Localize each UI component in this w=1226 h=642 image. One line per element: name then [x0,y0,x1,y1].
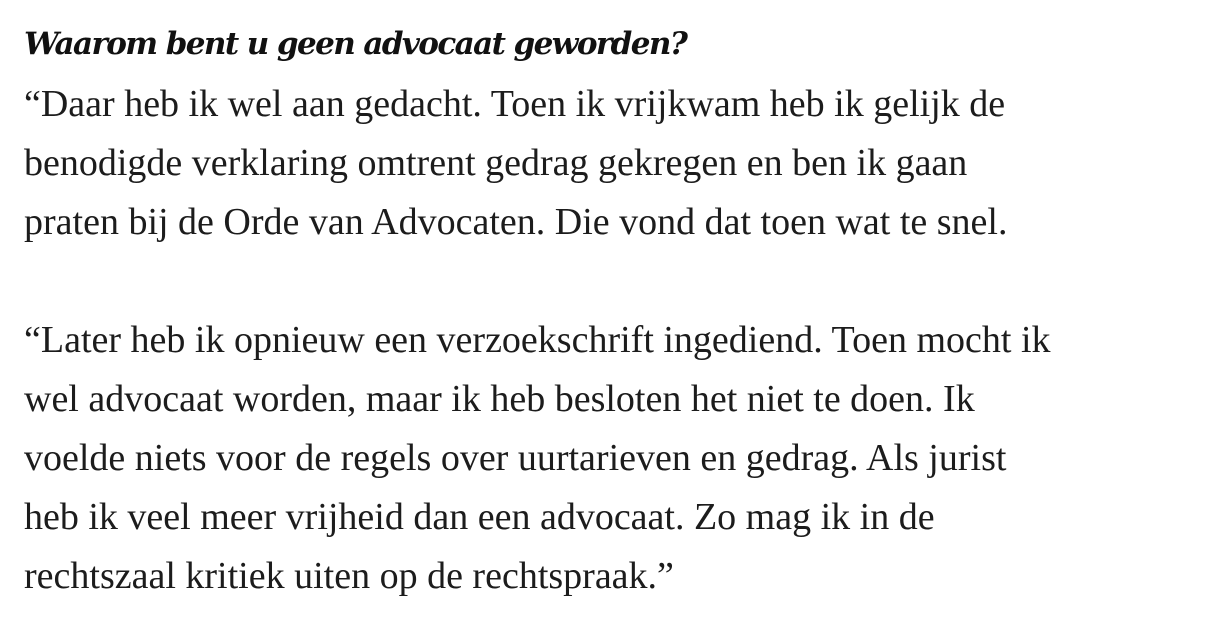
text-line: heb ik veel meer vrijheid dan een advocaat. Zo mag ik in de [24,496,935,538]
text-line: benodigde verklaring omtrent gedrag gekregen en ben ik gaan [24,142,968,184]
text-line: praten bij de Orde van Advocaten. Die vond dat toen wat te snel. [24,201,1008,243]
article-excerpt [24,22,1214,606]
answer-paragraph-1 [24,75,1214,252]
text-line: rechtszaal kritiek uiten op de rechtspraak.” [24,555,674,597]
answer-paragraph-2 [24,311,1214,606]
text-line: “Later heb ik opnieuw een verzoekschrift ingediend. Toen mocht ik [24,319,1051,361]
interview-question: Waarom bent u geen advocaat geworden? [24,26,687,62]
text-line: wel advocaat worden, maar ik heb besloten het niet te doen. Ik [24,378,975,420]
text-line: “Daar heb ik wel aan gedacht. Toen ik vrijkwam heb ik gelijk de [24,83,1006,125]
text-line: voelde niets voor de regels over uurtarieven en gedrag. Als jurist [24,437,1007,479]
